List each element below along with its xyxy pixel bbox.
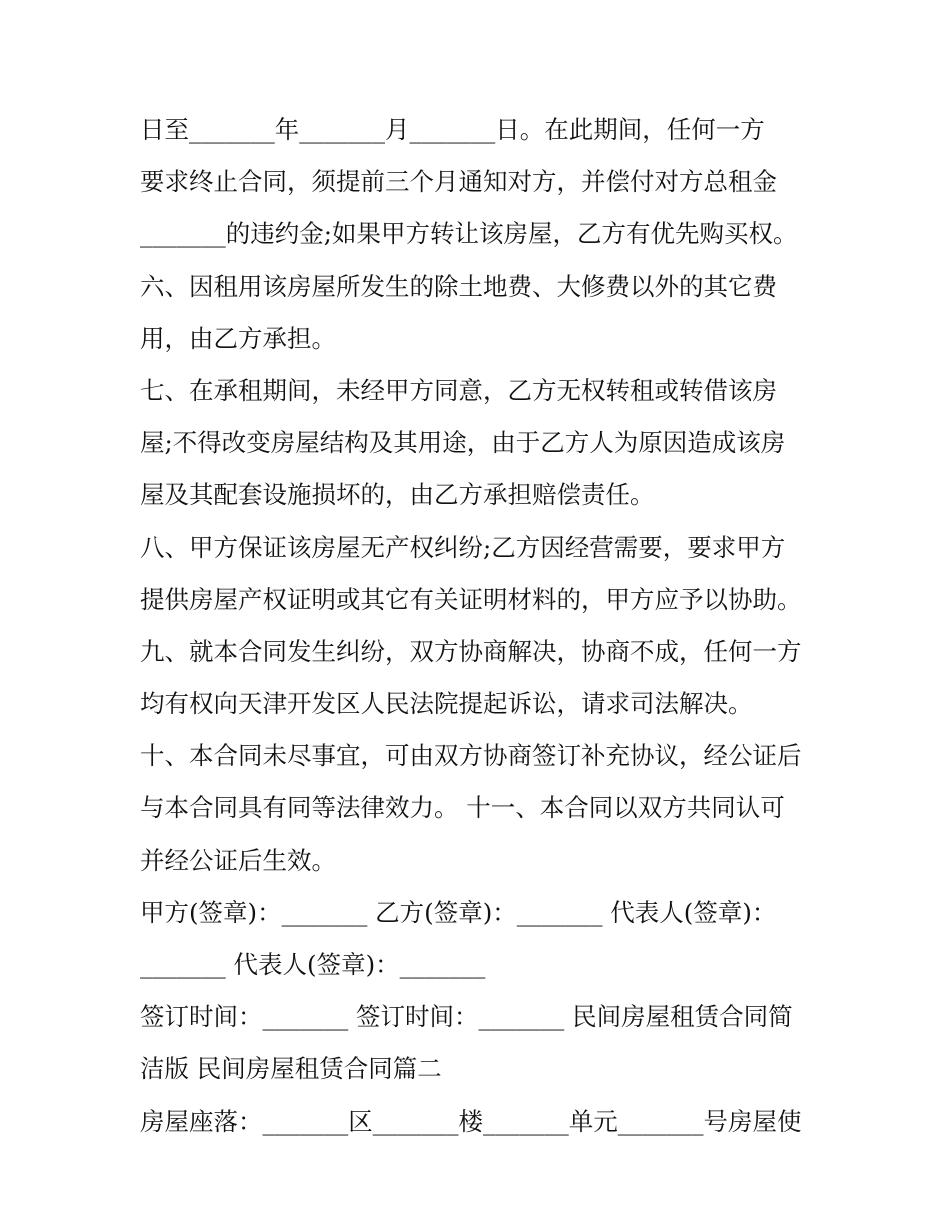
text-line: 签订时间：_______ 签订时间：_______ 民间房屋租赁合同简 [140,1002,793,1032]
text-line: 屋;不得改变房屋结构及其用途，由于乙方人为原因造成该房 [140,428,786,458]
text-line: 并经公证后生效。 [140,845,336,875]
text-line: 房屋座落：_______区_______楼_______单元_______号房屋使 [140,1106,802,1136]
text-line: 均有权向天津开发区人民法院提起诉讼，请求司法解决。 [140,689,753,719]
contract-text [140,104,830,1148]
text-line: 提供房屋产权证明或其它有关证明材料的，甲方应予以协助。 [140,584,802,614]
text-line: 六、因租用该房屋所发生的除土地费、大修费以外的其它费 [140,271,777,301]
text-line: _______ 代表人(签章)：_______ [140,950,486,979]
text-line: 日至_______年_______月_______日。在此期间，任何一方 [140,115,765,144]
text-line: 屋及其配套设施损坏的，由乙方承担赔偿责任。 [140,480,655,510]
text-line: 用，由乙方承担。 [140,323,336,353]
text-line: 八、甲方保证该房屋无产权纠纷;乙方因经营需要，要求甲方 [140,532,786,562]
text-line: _______的违约金;如果甲方转让该房屋，乙方有优先购买权。 [140,219,798,249]
text-line: 七、在承租期间，未经甲方同意，乙方无权转租或转借该房 [140,375,777,405]
text-line: 十、本合同未尽事宜，可由双方协商签订补充协议，经公证后 [140,741,802,771]
text-line: 要求终止合同，须提前三个月通知对方，并偿付对方总租金 [140,167,777,197]
text-line: 甲方(签章)：_______ 乙方(签章)：_______ 代表人(签章)： [140,897,777,927]
text-line: 九、就本合同发生纠纷，双方协商解决，协商不成，任何一方 [140,636,802,666]
text-line: 洁版 民间房屋租赁合同篇二 [140,1054,442,1084]
text-line: 与本合同具有同等法律效力。 十一、本合同以双方共同认可 [140,793,785,823]
